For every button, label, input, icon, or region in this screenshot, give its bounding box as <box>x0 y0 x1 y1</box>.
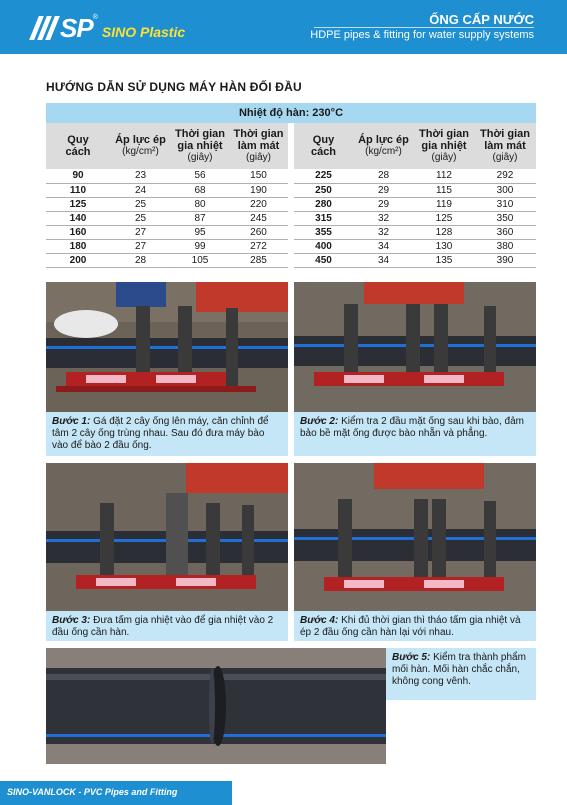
table-cell: 56 <box>171 169 229 183</box>
table-row <box>46 197 536 211</box>
table-cell: 95 <box>171 225 229 239</box>
column-header-line3: (giây) <box>431 152 457 163</box>
header-divider <box>314 27 534 28</box>
pipe-size-cell: 250 <box>291 183 353 197</box>
logo-sp-text: SP <box>60 12 93 43</box>
step4-label: Bước 4: <box>300 615 339 626</box>
footer-text: SINO-VANLOCK - PVC Pipes and Fitting <box>7 787 178 797</box>
table-cell: 115 <box>414 183 474 197</box>
column-header-line3: (giây) <box>245 152 271 163</box>
step5-caption <box>386 648 536 700</box>
table-cell: 27 <box>110 239 171 253</box>
column-header-line2: gia nhiệt <box>421 140 467 152</box>
table-cell: 87 <box>171 211 229 225</box>
pipe-size-cell: 400 <box>291 239 353 253</box>
column-header-line1: Quy <box>312 134 335 146</box>
table-row <box>46 239 536 253</box>
table-cell: 292 <box>474 169 536 183</box>
pipe-size-cell: 200 <box>46 253 110 267</box>
table-cell: 380 <box>474 239 536 253</box>
step1-text: Gá đặt 2 cây ống lên máy, căn chỉnh để tâm 2 cây ống trùng nhau. Sau đó đưa máy bào vào để bào 2 đầu ống. <box>52 416 269 451</box>
page-category-subtitle: HDPE pipes & fitting for water supply systems <box>310 29 534 41</box>
column-header-line1: Thời gian <box>480 128 530 140</box>
step3-photo <box>46 463 288 611</box>
step1-photo <box>46 282 288 412</box>
table-cell: 24 <box>110 183 171 197</box>
section-title: HƯỚNG DẪN SỬ DỤNG MÁY HÀN ĐỐI ĐẦU <box>46 80 302 94</box>
column-header-line3: (giây) <box>187 152 213 163</box>
table-column-header <box>110 123 171 169</box>
table-cell: 25 <box>110 197 171 211</box>
step2-caption <box>294 412 536 456</box>
column-header-line2: cách <box>310 146 337 158</box>
table-cell: 80 <box>171 197 229 211</box>
table-cell: 29 <box>353 197 414 211</box>
table-cell: 300 <box>474 183 536 197</box>
step4-caption <box>294 611 536 641</box>
table-cell: 190 <box>229 183 291 197</box>
table-column-header <box>353 123 414 169</box>
footer-band <box>0 781 232 805</box>
table-column-header <box>474 123 536 169</box>
table-cell: 260 <box>229 225 291 239</box>
step1-caption <box>46 412 288 456</box>
pipe-size-cell: 315 <box>291 211 353 225</box>
table-cell: 34 <box>353 253 414 267</box>
column-header-line2: (kg/cm²) <box>365 146 402 157</box>
step2-text: Kiểm tra 2 đầu mặt ống sau khi bào, đảm bảo bề mặt ống được bào nhẵn và phẳng. <box>300 416 524 439</box>
table-cell: 29 <box>353 183 414 197</box>
pipe-size-cell: 355 <box>291 225 353 239</box>
logo-brand-name: SINO Plastic <box>101 24 186 40</box>
column-header-line2: gia nhiệt <box>177 140 223 152</box>
welding-parameters-table <box>46 103 536 268</box>
table-row <box>46 169 536 183</box>
table-cell: 245 <box>229 211 291 225</box>
table-cell: 350 <box>474 211 536 225</box>
table-row <box>46 253 536 267</box>
step4-text: Khi đủ thời gian thì tháo tấm gia nhiệt và ép 2 đầu ống cần hàn lại với nhau. <box>300 615 521 638</box>
column-header-line2: cách <box>65 146 91 158</box>
table-cell: 119 <box>414 197 474 211</box>
table-cell: 112 <box>414 169 474 183</box>
pipe-size-cell: 90 <box>46 169 110 183</box>
column-header-line2: làm mát <box>237 140 280 152</box>
column-header-line1: Thời gian <box>233 128 284 140</box>
table-column-header <box>46 123 110 169</box>
table-cell: 32 <box>353 225 414 239</box>
table-cell: 68 <box>171 183 229 197</box>
table-cell: 125 <box>414 211 474 225</box>
table-cell: 220 <box>229 197 291 211</box>
table-cell: 310 <box>474 197 536 211</box>
pipe-size-cell: 225 <box>291 169 353 183</box>
table-cell: 360 <box>474 225 536 239</box>
column-header-line1: Thời gian <box>419 128 469 140</box>
table-cell: 32 <box>353 211 414 225</box>
pipe-size-cell: 125 <box>46 197 110 211</box>
table-column-header <box>229 123 291 169</box>
column-header-line3: (giây) <box>492 152 518 163</box>
pipe-size-cell: 140 <box>46 211 110 225</box>
column-header-line1: Quy <box>67 134 89 146</box>
step3-label: Bước 3: <box>52 615 91 626</box>
step4-photo <box>294 463 536 611</box>
table-cell: 28 <box>110 253 171 267</box>
step1-label: Bước 1: <box>52 416 91 427</box>
table-row <box>46 211 536 225</box>
pipe-size-cell: 280 <box>291 197 353 211</box>
table-cell: 150 <box>229 169 291 183</box>
table-row <box>46 225 536 239</box>
table-cell: 128 <box>414 225 474 239</box>
step5-photo <box>46 648 386 764</box>
pipe-size-cell: 180 <box>46 239 110 253</box>
logo-stripes-icon <box>34 16 55 40</box>
column-header-line2: làm mát <box>484 140 526 152</box>
step3-text: Đưa tấm gia nhiệt vào để gia nhiệt vào 2 đầu ống cần hàn. <box>52 615 274 638</box>
logo-registered-mark: ® <box>92 14 98 21</box>
table-column-header <box>291 123 353 169</box>
table-cell: 105 <box>171 253 229 267</box>
table-cell: 130 <box>414 239 474 253</box>
step2-label: Bước 2: <box>300 416 339 427</box>
column-header-line1: Áp lực ép <box>358 134 409 146</box>
column-header-line1: Thời gian <box>175 128 225 140</box>
table-row <box>46 183 536 197</box>
step3-caption <box>46 611 288 641</box>
brand-logo <box>34 14 185 42</box>
step2-photo <box>294 282 536 412</box>
table-cell: 34 <box>353 239 414 253</box>
table-column-header <box>414 123 474 169</box>
pipe-size-cell: 450 <box>291 253 353 267</box>
table-cell: 27 <box>110 225 171 239</box>
table-cell: 25 <box>110 211 171 225</box>
table-cell: 272 <box>229 239 291 253</box>
column-header-line1: Áp lực ép <box>115 134 166 146</box>
table-cell: 23 <box>110 169 171 183</box>
table-cell: 285 <box>229 253 291 267</box>
pipe-size-cell: 110 <box>46 183 110 197</box>
page-category-title: ỐNG CẤP NƯỚC <box>429 12 534 27</box>
step5-text: Kiểm tra thành phẩm mối hàn. Mối hàn chắc chắn, không cong vênh. <box>392 652 526 687</box>
welding-temperature: Nhiệt độ hàn: 230°C <box>46 103 536 123</box>
table-cell: 390 <box>474 253 536 267</box>
pipe-size-cell: 160 <box>46 225 110 239</box>
table-cell: 28 <box>353 169 414 183</box>
table-cell: 135 <box>414 253 474 267</box>
column-header-line2: (kg/cm²) <box>122 146 159 157</box>
step5-label: Bước 5: <box>392 652 431 663</box>
table-cell: 99 <box>171 239 229 253</box>
table-column-header <box>171 123 229 169</box>
header-band <box>0 0 567 54</box>
